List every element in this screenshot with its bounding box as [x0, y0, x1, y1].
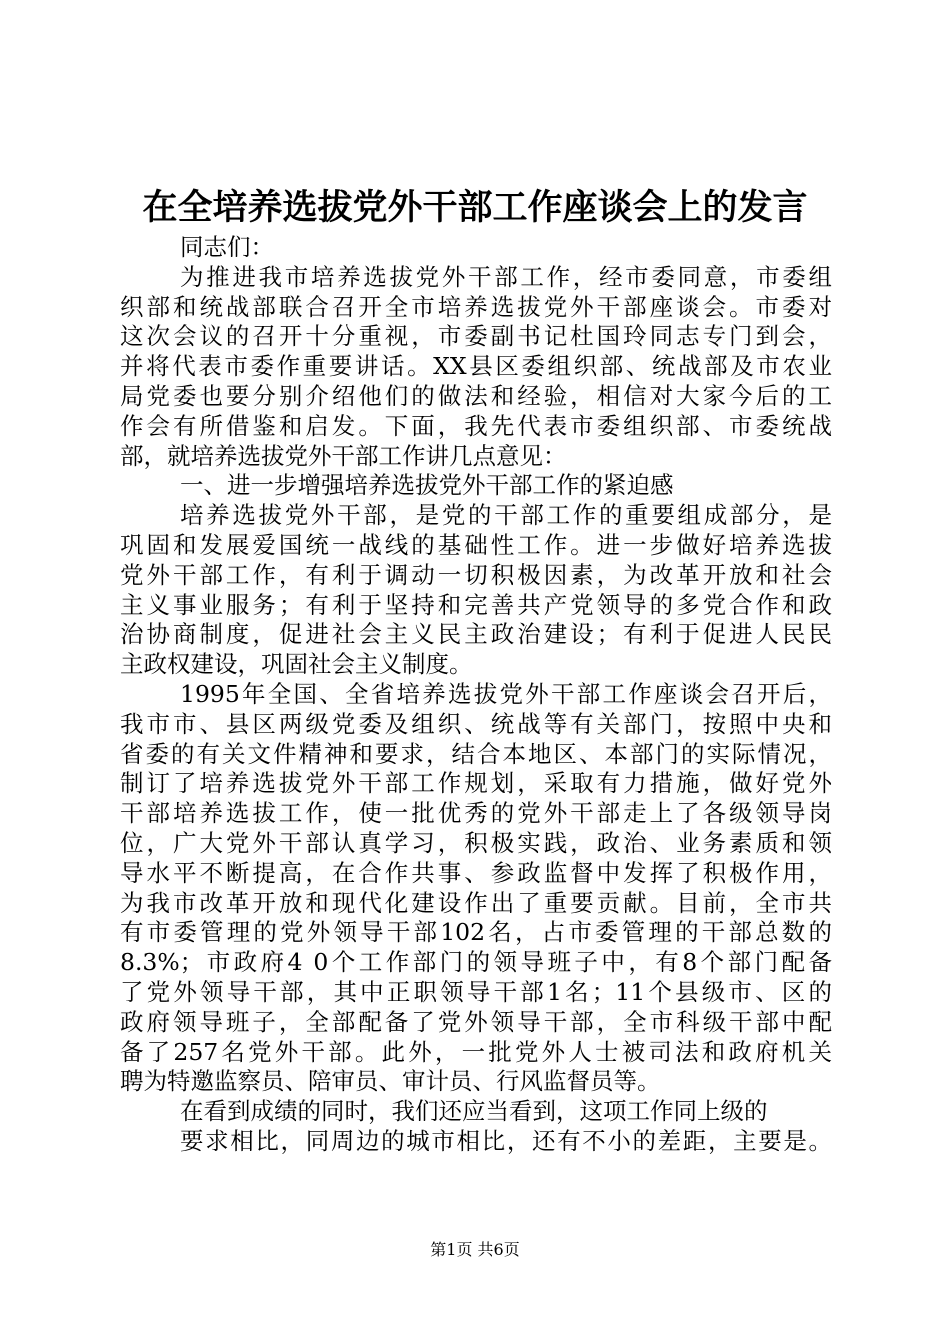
text-line: 导水平不断提高，在合作共事、参政监督中发挥了积极作用， — [120, 858, 832, 887]
text-line: 我市市、县区两级党委及组织、统战等有关部门，按照中央和 — [120, 709, 832, 738]
text-line: 一、进一步增强培养选拔党外干部工作的紧迫感 — [180, 471, 674, 500]
text-line: 为推进我市培养选拔党外干部工作，经市委同意，市委组 — [180, 262, 832, 291]
text-line: 备了257名党外干部。此外，一批党外人士被司法和政府机关 — [120, 1037, 832, 1066]
text-line: 干部培养选拔工作，使一批优秀的党外干部走上了各级领导岗 — [120, 799, 832, 828]
text-line: 聘为特邀监察员、陪审员、审计员、行风监督员等。 — [120, 1067, 661, 1096]
text-line: 织部和统战部联合召开全市培养选拔党外干部座谈会。市委对 — [120, 292, 832, 321]
text-line: 培养选拔党外干部，是党的干部工作的重要组成部分，是 — [180, 501, 832, 530]
text-line: 8.3%；市政府4 0个工作部门的领导班子中，有8个部门配备 — [120, 948, 832, 977]
text-line: 党外干部工作，有利于调动一切积极因素，为改革开放和社会 — [120, 560, 832, 589]
text-line: 作会有所借鉴和启发。下面，我先代表市委组织部、市委统战 — [120, 411, 832, 440]
text-line: 制订了培养选拔党外干部工作规划，采取有力措施，做好党外 — [120, 769, 832, 798]
text-line: 主义事业服务；有利于坚持和完善共产党领导的多党合作和政 — [120, 590, 832, 619]
text-line: 这次会议的召开十分重视，市委副书记杜国玲同志专门到会， — [120, 322, 832, 351]
text-line: 并将代表市委作重要讲话。XX县区委组织部、统战部及市农业 — [120, 352, 832, 381]
text-line: 在看到成绩的同时，我们还应当看到，这项工作同上级的 — [180, 1097, 768, 1126]
text-line: 同志们： — [180, 233, 274, 261]
text-line: 省委的有关文件精神和要求，结合本地区、本部门的实际情况， — [120, 739, 832, 768]
text-line: 政府领导班子，全部配备了党外领导干部，全市科级干部中配 — [120, 1007, 832, 1036]
text-line: 部，就培养选拔党外干部工作讲几点意见： — [120, 441, 567, 470]
page-footer: 第1页 共6页 — [430, 1240, 520, 1259]
text-line: 为我市改革开放和现代化建设作出了重要贡献。目前，全市共 — [120, 888, 832, 917]
document-title: 在全培养选拔党外干部工作座谈会上的发言 — [142, 187, 808, 228]
text-line: 巩固和发展爱国统一战线的基础性工作。进一步做好培养选拔 — [120, 530, 832, 559]
text-line: 有市委管理的党外领导干部102名，占市委管理的干部总数的 — [120, 918, 832, 947]
text-line: 位，广大党外干部认真学习，积极实践，政治、业务素质和领 — [120, 828, 832, 857]
text-line: 要求相比，同周边的城市相比，还有不小的差距，主要是。 — [180, 1126, 832, 1155]
text-line: 1995年全国、全省培养选拔党外干部工作座谈会召开后， — [180, 679, 832, 708]
document-body — [120, 233, 832, 1157]
text-line: 主政权建设，巩固社会主义制度。 — [120, 650, 473, 679]
text-line: 了党外领导干部，其中正职领导干部1名；11个县级市、区的 — [120, 977, 832, 1006]
text-line: 治协商制度，促进社会主义民主政治建设；有利于促进人民民 — [120, 620, 832, 649]
text-line: 局党委也要分别介绍他们的做法和经验，相信对大家今后的工 — [120, 381, 832, 410]
